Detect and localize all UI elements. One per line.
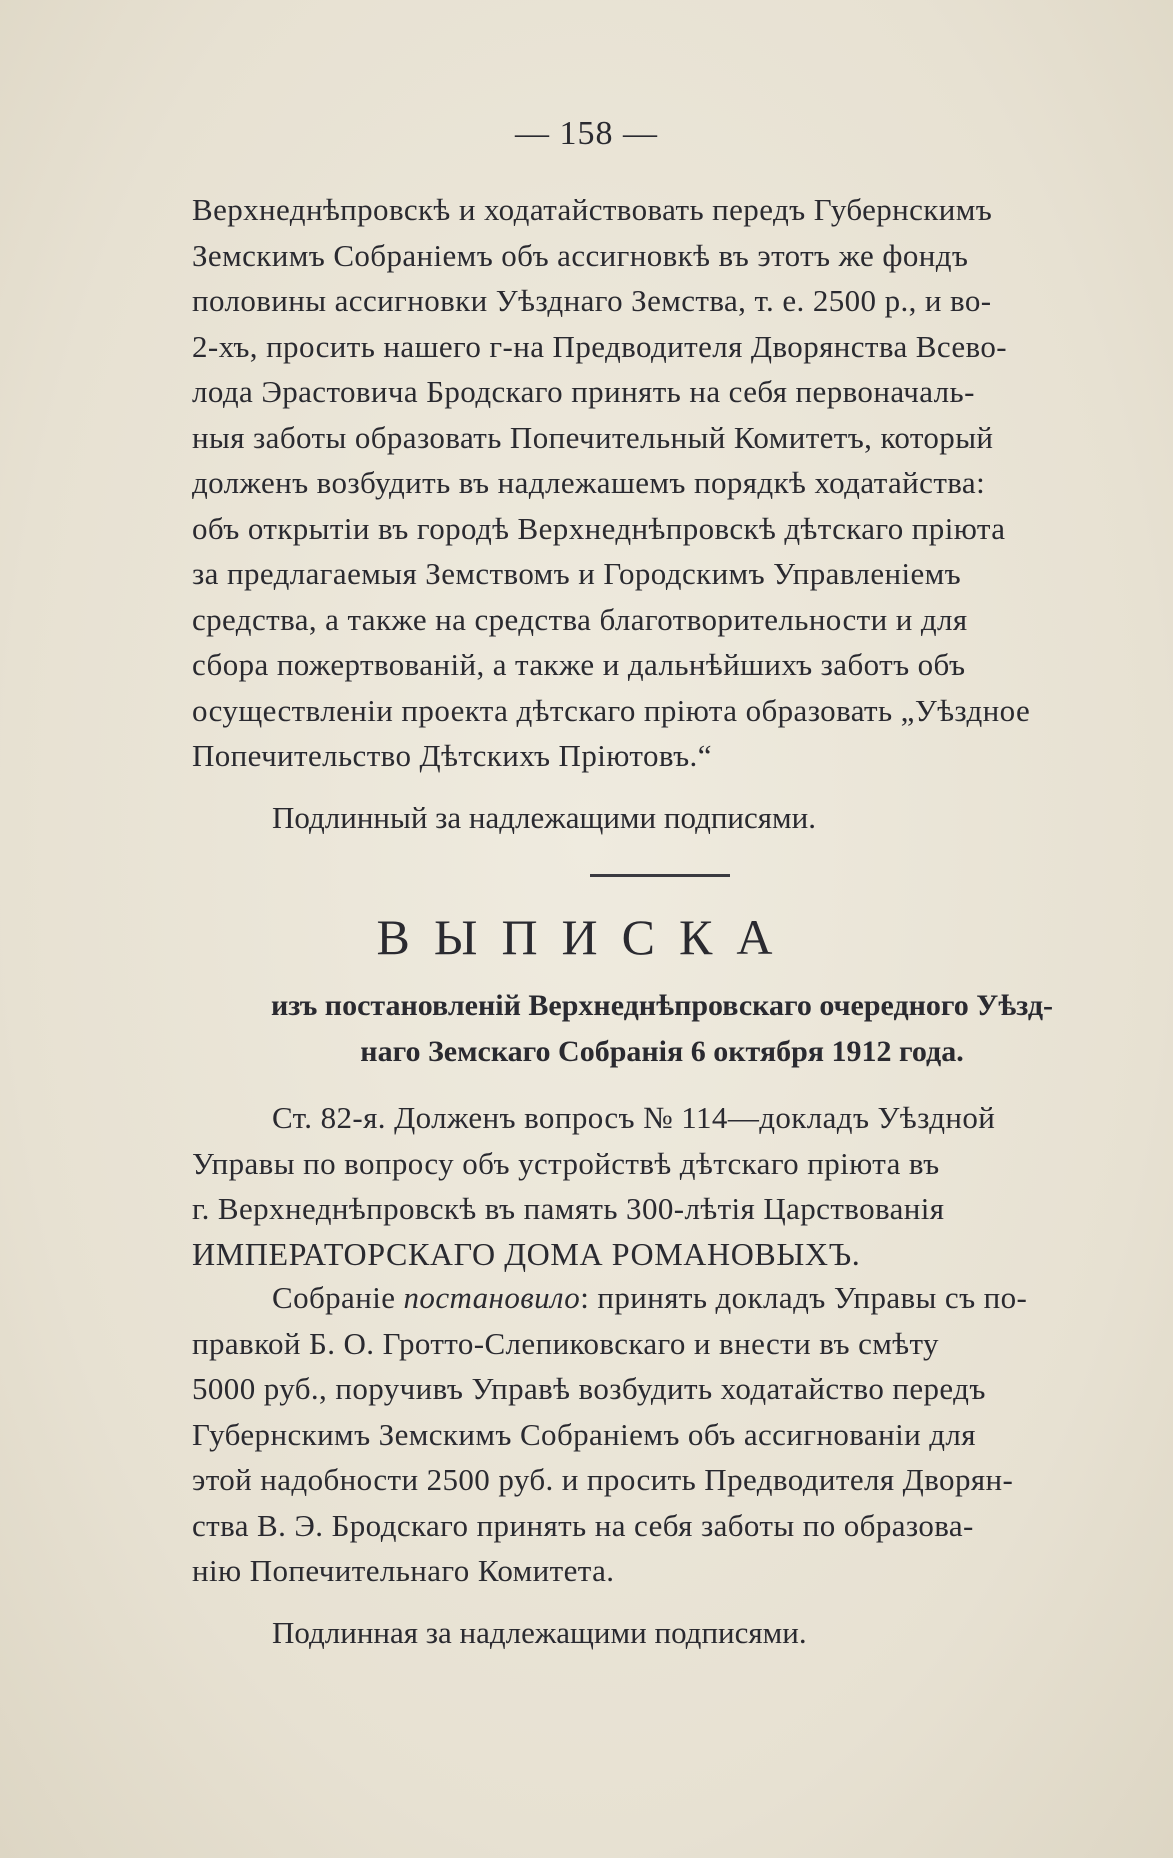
text-line: нію Попечительнаго Комитета.	[192, 1553, 615, 1588]
text-line	[192, 1275, 1132, 1321]
text-line: половины ассигновки Уѣзднаго Земства, т. е. 2500 р., и во-	[192, 283, 992, 318]
text-line: ИМПЕРАТОРСКАГО ДОМА РОМАНОВЫХЪ.	[192, 1235, 861, 1272]
divider-rule	[590, 874, 730, 877]
text-line: ства В. Э. Бродскаго принять на себя заботы по образова-	[192, 1507, 974, 1543]
text-line: 5000 руб., поручивъ Управѣ возбудить ходатайство передъ	[192, 1371, 986, 1406]
text-line: осуществленіи проекта дѣтскаго пріюта образовать „Уѣздное	[192, 692, 1031, 728]
text-line: Земскимъ Собраніемъ объ ассигновкѣ въ этотъ же фондъ	[192, 237, 969, 273]
text-line: долженъ возбудить въ надлежашемъ порядкѣ ходатайства:	[192, 465, 986, 500]
text-line: 2-хъ, просить нашего г-на Предводителя Дворянства Всево-	[192, 328, 1008, 364]
text-line: Верхнеднѣпровскѣ и ходатайствовать передъ Губернскимъ	[192, 192, 993, 227]
resolution-rest: : принять докладъ Управы съ по-	[580, 1280, 1028, 1315]
resolution-paragraph	[192, 1275, 1132, 1594]
section-subtitle	[192, 983, 1132, 1075]
text-line: правкой Б. О. Гротто-Слепиковскаго и внести въ смѣту	[192, 1325, 939, 1361]
subtitle-line: наго Земскаго Собранія 6 октября 1912 года.	[360, 1035, 964, 1068]
text-line: сбора пожертвованій, а также и дальнѣйшихъ заботъ объ	[192, 647, 966, 682]
text-line: объ открытіи въ городѣ Верхнеднѣпровскѣ дѣтскаго пріюта	[192, 510, 1006, 546]
resolution-emphasis: постановило	[403, 1280, 581, 1315]
signature-line: Подлинная за надлежащими подписями.	[272, 1615, 807, 1650]
text-line: Попечительство Дѣтскихъ Пріютовъ.“	[192, 738, 712, 773]
paragraph-continued	[192, 187, 1132, 779]
text-line: ныя заботы образовать Попечительный Комитетъ, который	[192, 419, 994, 455]
text-line: Управы по вопросу объ устройствѣ дѣтскаго пріюта въ	[192, 1145, 940, 1181]
text-line: Ст. 82-я. Долженъ вопросъ № 114—докладъ Уѣздной	[272, 1100, 996, 1135]
text-line: Губернскимъ Земскимъ Собраніемъ объ ассигнованіи для	[192, 1416, 976, 1452]
text-line: за предлагаемыя Земствомъ и Городскимъ Управленіемъ	[192, 556, 962, 591]
text-line: лода Эрастовича Бродскаго принять на себя первоначаль-	[192, 374, 975, 409]
signature-line: Подлинный за надлежащими подписями.	[272, 800, 816, 835]
text-line: средства, а также на средства благотворительности и для	[192, 601, 968, 637]
page-number: — 158 —	[515, 115, 658, 152]
text-line: этой надобности 2500 руб. и просить Предводителя Дворян-	[192, 1462, 1014, 1497]
signature-block-1	[192, 795, 1132, 840]
subtitle-line: изъ постановленій Верхнеднѣпровскаго очередного Уѣзд-	[270, 989, 1053, 1022]
resolution-lead: Собраніе	[272, 1280, 396, 1315]
signature-block-2	[192, 1610, 1132, 1655]
article-paragraph	[192, 1095, 1132, 1277]
text-line: г. Верхнеднѣпровскѣ въ память 300-лѣтія Царствованія	[192, 1191, 945, 1226]
section-title: ВЫПИСКА	[376, 909, 797, 965]
